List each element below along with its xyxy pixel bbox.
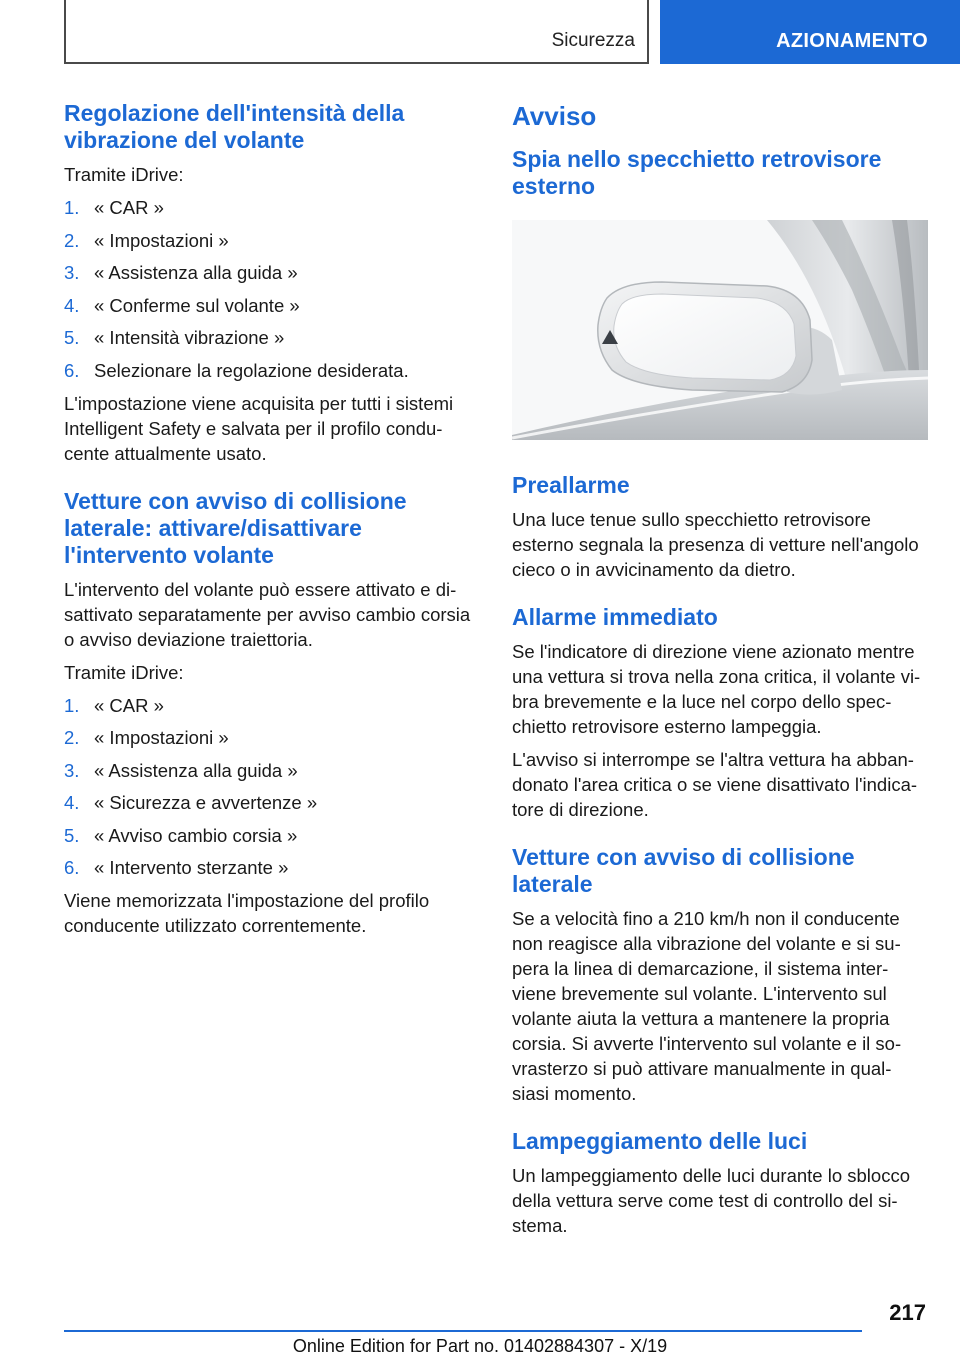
mirror-drawing <box>512 220 928 440</box>
header-section-box <box>64 0 649 64</box>
collisione-laterale-text: Se a velocità fino a 210 km/h non il conducente non reagisce alla vibrazione del volante e si su-pera la linea di demarcazione, il sistema inter-viene brevemente sul volante. L'intervento sul volante aiuta la vettura a mantenere la propria corsia. Si avverte l'intervento sul volante e il so-vrasterzo si può attivare manualmente in qual-siasi momento. <box>512 908 902 1104</box>
right-column <box>512 100 928 1246</box>
vibration-note: L'impostazione viene acquisita per tutti i sistemi Intelligent Safety e salvata per il profilo condu-cente attualmente usato. <box>64 392 454 464</box>
heading-lampeggiamento: Lampeggiamento delle luci <box>512 1128 808 1154</box>
list-item: 6. Selezionare la regolazione desiderata. <box>64 359 409 381</box>
heading-avviso: Avviso <box>512 101 597 131</box>
heading-vibration-intensity: Regolazione dell'intensità della vibrazione del volante <box>64 100 405 153</box>
heading-mirror-indicator: Spia nello specchietto retrovisore esterno <box>512 146 882 199</box>
idrive-intro: Tramite iDrive: <box>64 661 184 683</box>
preallarme-text: Una luce tenue sullo specchietto retrovisore esterno segnala la presenza di vetture nell'angolo cieco o in avvicinamento da dietro. <box>512 509 919 580</box>
header-chapter-title: AZIONAMENTO <box>776 30 928 52</box>
allarme-text-2: L'avviso si interrompe se l'altra vettura ha abban-donato l'area critica o se viene disattivato l'indica-tore di direzione. <box>512 749 918 820</box>
allarme-text-1: Se l'indicatore di direzione viene azionato mentre una vettura si trova nella zona critica, il volante vi-bra brevemente e la luce nel corpo dello spec-chietto retrovisore esterno lampeggia. <box>512 641 921 737</box>
list-item: 5. « Avviso cambio corsia » <box>64 824 298 846</box>
heading-allarme-immediato: Allarme immediato <box>512 604 718 630</box>
footer-divider <box>64 1330 862 1332</box>
list-item: 3. « Assistenza alla guida » <box>64 759 298 781</box>
list-item: 1. « CAR » <box>64 197 164 218</box>
steering-note: Viene memorizzata l'impostazione del profilo conducente utilizzato correntemente. <box>64 890 430 936</box>
page-number: 217 <box>889 1300 926 1325</box>
list-item: 3. « Assistenza alla guida » <box>64 262 298 283</box>
list-item: 4. « Conferme sul volante » <box>64 294 300 316</box>
footer-edition: Online Edition for Part no. 01402884307 - X/19 <box>292 1336 668 1356</box>
list-item: 2. « Impostazioni » <box>64 727 229 748</box>
steering-intervention-text: L'intervento del volante può essere attivato e di-sattivato separatamente per avviso cambio corsia o avviso deviazione traiettoria. <box>64 578 471 650</box>
left-column <box>64 100 480 946</box>
steps-list-steering <box>64 693 480 881</box>
lampeggiamento-text: Un lampeggiamento delle luci durante lo sblocco della vettura serve come test di controllo del si-stema. <box>512 1165 910 1236</box>
list-item: 4. « Sicurezza e avvertenze » <box>64 792 318 813</box>
page-header <box>64 0 960 64</box>
steps-list-vibration <box>64 195 480 383</box>
list-item: 6. « Intervento sterzante » <box>64 857 289 878</box>
idrive-intro: Tramite iDrive: <box>64 164 184 185</box>
heading-collisione-laterale: Vetture con avviso di collisione laterale <box>512 844 855 897</box>
heading-preallarme: Preallarme <box>512 472 630 498</box>
header-section-title: Sicurezza <box>551 30 635 51</box>
list-item: 1. « CAR » <box>64 694 164 716</box>
heading-steering-intervention: Vetture con avviso di collisione laterale: attivare/disattivare l'intervento volante <box>64 487 407 568</box>
mirror-illustration <box>512 220 928 440</box>
list-item: 2. « Impostazioni » <box>64 229 229 251</box>
list-item: 5. « Intensità vibrazione » <box>64 327 285 348</box>
header-chapter-tab[interactable] <box>660 0 960 64</box>
